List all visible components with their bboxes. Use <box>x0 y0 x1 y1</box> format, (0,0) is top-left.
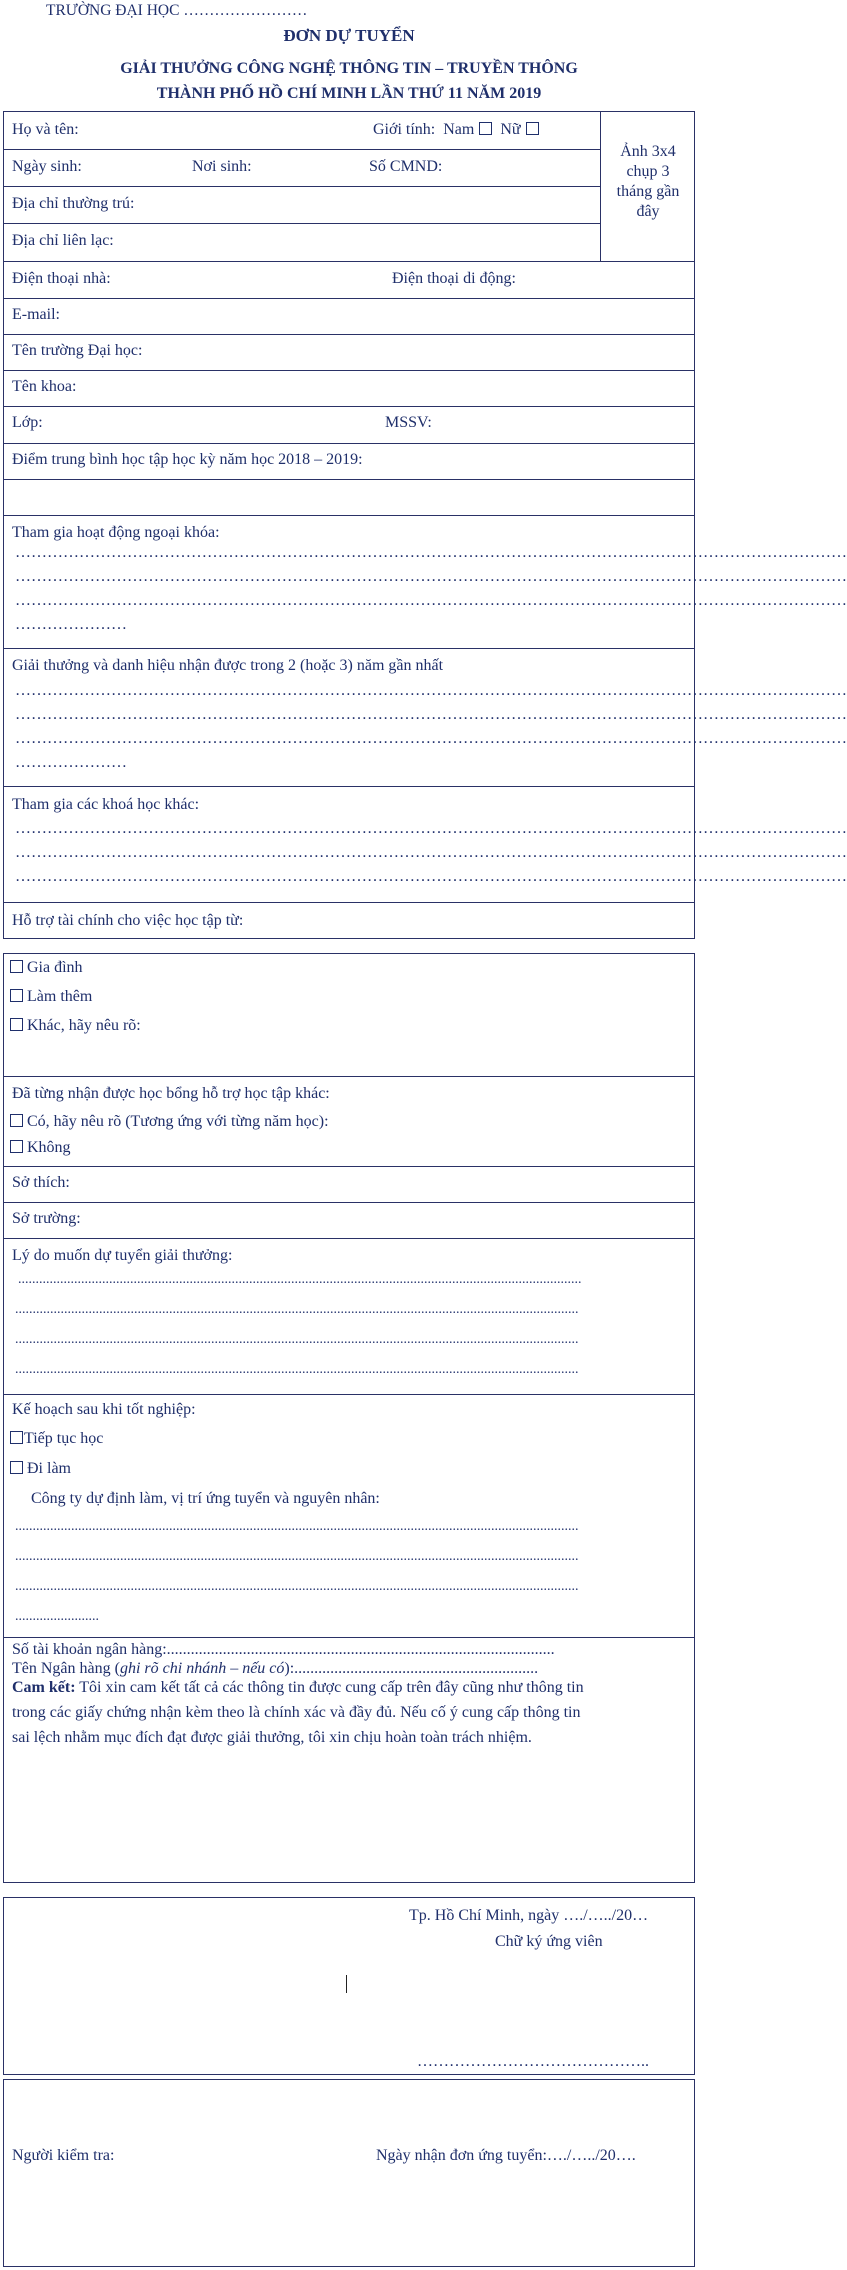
other-source-checkbox[interactable] <box>10 1018 23 1031</box>
scholarship-label: Đã từng nhận được học bổng hỗ trợ học tập khác: <box>12 1085 330 1102</box>
part-time-checkbox[interactable] <box>10 989 23 1002</box>
other-source-option: Khác, hãy nêu rõ: <box>9 1017 141 1035</box>
male-checkbox[interactable] <box>479 122 492 135</box>
id-number-label: Số CMND: <box>369 158 443 175</box>
permanent-address-label: Địa chỉ thường trú: <box>12 195 135 212</box>
gender-label: Giới tính: Nam Nữ <box>373 121 543 139</box>
part-time-option: Làm thêm <box>9 988 92 1006</box>
form-subtitle-1: GIẢI THƯỞNG CÔNG NGHỆ THÔNG TIN – TRUYỀN THÔNG <box>120 60 578 77</box>
email-label: E-mail: <box>12 306 60 323</box>
reason-label: Lý do muốn dự tuyển giải thưởng: <box>12 1247 233 1264</box>
name-label: Họ và tên: <box>12 121 79 138</box>
pob-label: Nơi sinh: <box>192 158 252 175</box>
scholarship-no-option: Không <box>9 1139 71 1157</box>
university-header: TRƯỜNG ĐẠI HỌC …………………… <box>46 2 308 19</box>
extracurricular-label: Tham gia hoạt động ngoại khóa: <box>12 524 220 541</box>
received-date-label: Ngày nhận đơn ứng tuyển:…./…../20…. <box>376 2147 636 2164</box>
home-phone-label: Điện thoại nhà: <box>12 270 111 287</box>
female-checkbox[interactable] <box>526 122 539 135</box>
dob-label: Ngày sinh: <box>12 158 82 175</box>
financial-support-label: Hỗ trợ tài chính cho việc học tập từ: <box>12 912 244 929</box>
text-cursor <box>346 1975 347 1993</box>
scholarship-yes-option: Có, hãy nêu rõ (Tương ứng với từng năm học): <box>9 1113 329 1131</box>
go-to-work-checkbox[interactable] <box>10 1461 23 1474</box>
photo-placeholder: Ảnh 3x4 chụp 3 tháng gần đây <box>616 143 680 220</box>
faculty-label: Tên khoa: <box>12 378 77 395</box>
go-to-work-option: Đi làm <box>9 1460 71 1478</box>
commitment-line-2: trong các giấy chứng nhận kèm theo là chính xác và đầy đủ. Nếu cố ý cung cấp thông tin <box>12 1704 581 1721</box>
family-option: Gia đình <box>9 959 83 977</box>
university-name-label: Tên trường Đại học: <box>12 342 143 359</box>
student-id-label: MSSV: <box>385 414 432 431</box>
contact-address-label: Địa chỉ liên lạc: <box>12 232 114 249</box>
commitment-line-3: sai lệch nhằm mục đích đạt được giải thưởng, tôi xin chịu hoàn toàn trách nhiệm. <box>12 1729 532 1746</box>
bank-name-label: Tên Ngân hàng (ghi rõ chi nhánh – nếu có):............................................................. <box>12 1660 539 1677</box>
company-plan-label: Công ty dự định làm, vị trí ứng tuyển và nguyên nhân: <box>31 1490 380 1507</box>
form-title: ĐƠN DỰ TUYỂN <box>283 26 415 45</box>
scholarship-no-checkbox[interactable] <box>10 1140 23 1153</box>
verification-section <box>3 2079 695 2267</box>
continue-study-option: Tiếp tục học <box>9 1430 103 1448</box>
gpa-label: Điểm trung bình học tập học kỳ năm học 2018 – 2019: <box>12 451 363 468</box>
post-graduation-plan-label: Kế hoạch sau khi tốt nghiệp: <box>12 1401 196 1418</box>
continue-study-checkbox[interactable] <box>10 1431 23 1444</box>
other-courses-label: Tham gia các khoá học khác: <box>12 796 200 813</box>
finance-section: Gia đình Làm thêm Khác, hãy nêu rõ: Đã từng nhận được học bổng hỗ trợ học tập khác: Có, hãy nêu rõ (Tương ứng với từng năm học): Không Sở thích: Sở trường: Lý do muốn dự tuyển giải thưởng: ................................................................................................................................................................. ................................................................................................................................................................. ................................................................................................................................................................. ................................................................................................................................................................. Kế hoạch sau khi tốt nghiệp: Tiếp tục học Đi làm Công ty dự định làm, vị trí ứng tuyển và nguyên nhân: ................................................................................................................................................................. ................................................................................................................................................................. ................................................................................................................................................................. ........................ Số tài khoản ngân hàng:................................................................................................. Tên Ngân hàng (ghi rõ chi nhánh – nếu có):............................................................. Cam kết: Tôi xin cam kết tất cả các thông tin được cung cấp trên đây cũng như thông tin trong các giấy chứng nhận kèm theo là chính xác và đầy đủ. Nếu cố ý cung cấp thông tin sai lệch nhằm mục đích đạt được giải thưởng, tôi xin chịu hoàn toàn trách nhiệm. <box>3 953 695 1883</box>
commitment-line-1: Cam kết: Tôi xin cam kết tất cả các thông tin được cung cấp trên đây cũng như thông tin <box>12 1679 584 1696</box>
hobby-label: Sở thích: <box>12 1174 70 1191</box>
strength-label: Sở trường: <box>12 1210 81 1227</box>
family-checkbox[interactable] <box>10 960 23 973</box>
form-subtitle-2: THÀNH PHỐ HỒ CHÍ MINH LẦN THỨ 11 NĂM 2019 <box>156 85 542 102</box>
signature-section <box>3 1897 695 2075</box>
candidate-signature-label: Chữ ký ứng viên <box>495 1933 603 1950</box>
mobile-phone-label: Điện thoại di động: <box>392 270 516 287</box>
awards-label: Giải thưởng và danh hiệu nhận được trong 2 (hoặc 3) năm gần nhất <box>12 657 444 674</box>
checker-label: Người kiểm tra: <box>12 2147 115 2164</box>
class-label: Lớp: <box>12 414 43 431</box>
bank-account-label: Số tài khoản ngân hàng:................................................................................................. <box>12 1641 555 1658</box>
personal-info-section: Họ và tên: Giới tính: Nam Nữ Ảnh 3x4 chụp 3 tháng gần đây Ngày sinh: Nơi sinh: Số CMND: Địa chỉ thường trú: Địa chỉ liên lạc: Điện thoại nhà: Điện thoại di động: E-mail: Tên trường Đại học: Tên khoa: Lớp: MSSV: Điểm trung bình học tập học kỳ năm học 2018 – 2019: Tham gia hoạt động ngoại khóa: ………………………………………………………………………………………………………………………………………… ………………………………………………………………………………………………………………………………………… ………………………………………………………………………………………………………………………………………… ………………… Giải thưởng và danh hiệu nhận được trong 2 (hoặc 3) năm gần nhất ………………………………………………………………………………………………………………………………………… ………………………………………………………………………………………………………………………………………… ………………………………………………………………………………………………………………………………………… ………………… Tham gia các khoá học khác: ………………………………………………………………………………………………………………………………………… ………………………………………………………………………………………………………………………………………… ………………………………………………………………………………………………………………………………………… Hỗ trợ tài chính cho việc học tập từ: <box>3 111 695 939</box>
place-date-label: Tp. Hồ Chí Minh, ngày …./…../20… <box>409 1907 649 1924</box>
signature-line: …………………………………….. <box>417 2053 649 2070</box>
scholarship-yes-checkbox[interactable] <box>10 1114 23 1127</box>
